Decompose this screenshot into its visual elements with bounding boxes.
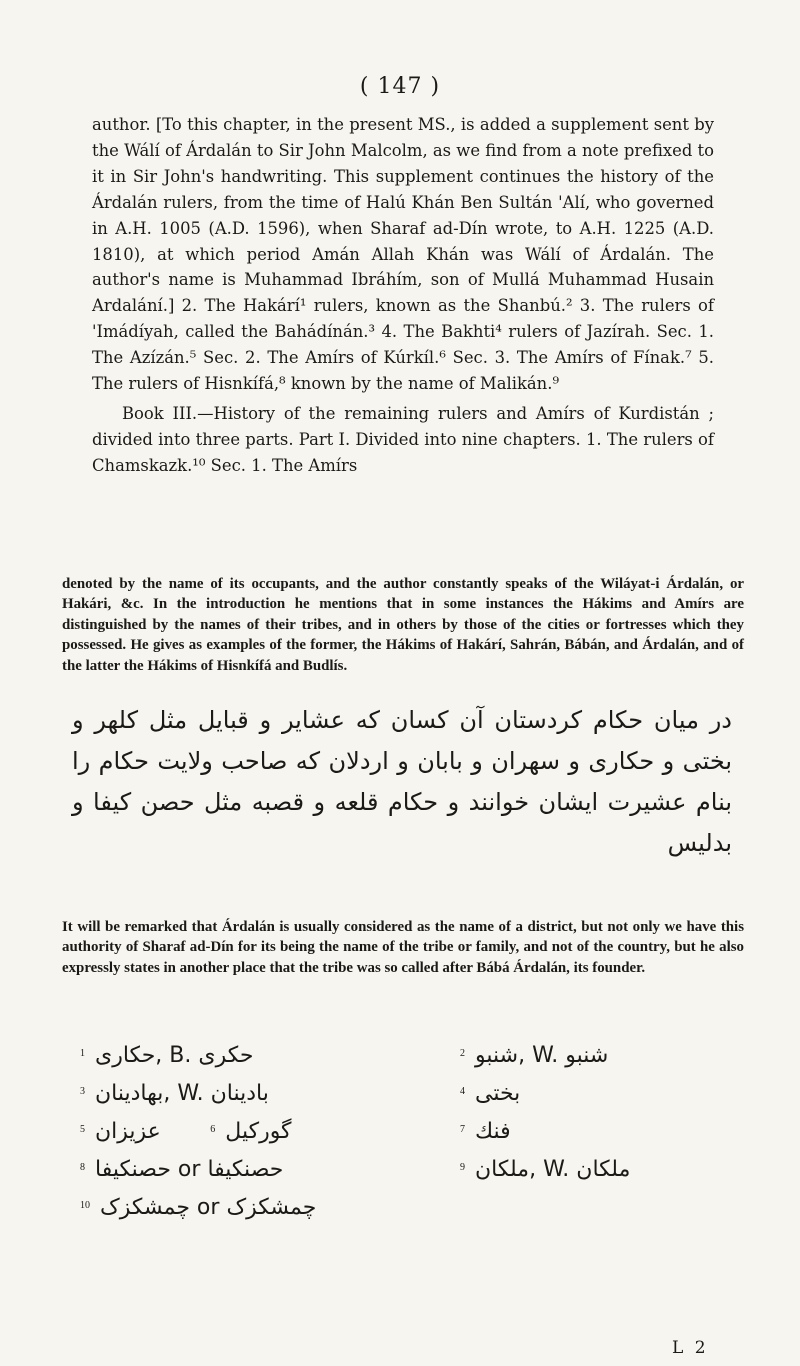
- footnote-9: $^9$ ملکان, W. ملکان: [460, 1157, 631, 1182]
- footnotes-right: [460, 1043, 760, 1195]
- footnote-6: $^6$ گورکیل: [210, 1119, 292, 1144]
- footnote-7: $^7$ فنك: [460, 1119, 511, 1144]
- note-1: denoted by the name of its occupants, and the author constantly speaks of the Wiláyat-i Árdalán, or Hakári, &c. In the introduction he mentions that in some instances the Hákims and Amírs are distinguished by the names of their tribes, and in others by those of the cities or fortresses which they possessed. He gives as examples of the former, the Hákims of Hakárí, Sahrán, Bábán, and Árdalán, and of the latter the Hákims of Hisnkífá and Budlís.: [62, 576, 744, 674]
- note-2: It will be remarked that Árdalán is usually considered as the name of a district, but not only we have this authority of Sharaf ad-Dín for its being the name of the tribe or family, and not of the country, but he also expressly states in another place that the tribe was so called after Bábá Árdalán, its founder.: [62, 919, 744, 976]
- page-number: ( 147 ): [359, 74, 441, 99]
- footnote-8: $^8$ حصنکیفا or حصنکیفا: [80, 1157, 284, 1182]
- signature-mark: L 2: [672, 1338, 709, 1358]
- footnotes-left: [80, 1043, 420, 1233]
- footnote-5: $^5$ عزیزان: [80, 1119, 161, 1144]
- paragraph-2: Book III.—History of the remaining rulers and Amírs of Kurdistán ; divided into three parts. Part I. Divided into nine chapters. 1. The rulers of Chamskazk.¹⁰ Sec. 1. The Amírs: [92, 403, 714, 475]
- footnote-2: $^2$ شنبو, W. شنبو: [460, 1043, 609, 1068]
- footnote-4: $^4$ بختی: [460, 1081, 521, 1106]
- footnote-1: $^1$ حکاری, B. حکری: [80, 1043, 254, 1068]
- persian-quote: در میان حکام کردستان آن کسان که عشایر و قبایل مثل کلهر و بختی و حکاری و سهران و بابان و اردلان که صاحب ولایت حکام را بنام عشیرت ایشان خوانند و حکام قلعه و قصبه مثل حصن کیفا و بدلیس: [72, 706, 732, 857]
- footnote-row-5-6: [80, 1119, 420, 1157]
- footnote-3: $^3$ بهادینان, W. بادینان: [80, 1081, 269, 1106]
- paragraph-1: author. [To this chapter, in the present MS., is added a supplement sent by the Wálí of Árdalán to Sir John Malcolm, as we find from a note prefixed to it in Sir John's handwriting. This supplement continues the history of the Árdalán rulers, from the time of Halú Khán Ben Sultán 'Alí, who governed in A.H. 1005 (A.D. 1596), when Sharaf ad-Dín wrote, to A.H. 1225 (A.D. 1810), at which period Amán Allah Khán was Wálí of Árdalán. The author's name is Muhammad Ibráhím, son of Mullá Muhammad Husain Ardalání.] 2. The Hakárí¹ rulers, known as the Shanbú.² 3. The rulers of 'Imádíyah, called the Bahádínán.³ 4. The Bakhti⁴ rulers of Jazírah. Sec. 1. The Azízán.⁵ Sec. 2. The Amírs of Kúrkíl.⁶ Sec. 3. The Amírs of Fínak.⁷ 5. The rulers of Hisnkífá,⁸ known by the name of Malikán.⁹: [92, 115, 714, 394]
- footnote-10: $^{10}$ چمشکزک or چمشکزک: [80, 1195, 317, 1220]
- main-text: [92, 112, 714, 479]
